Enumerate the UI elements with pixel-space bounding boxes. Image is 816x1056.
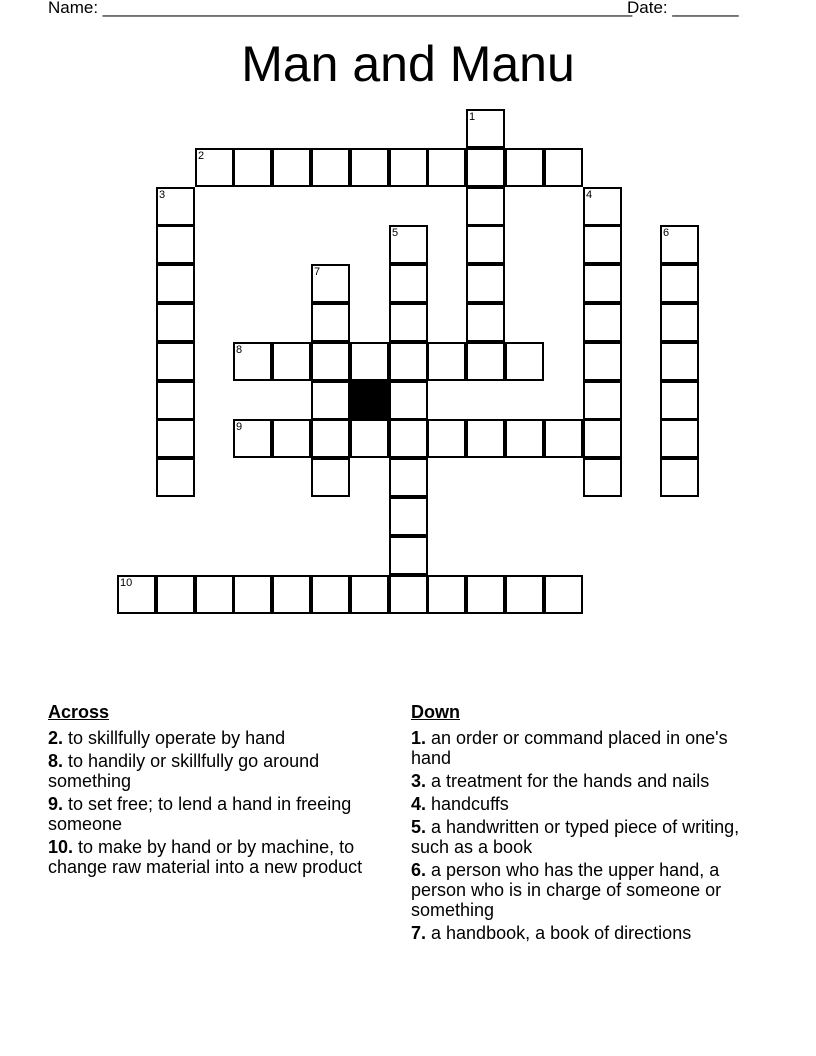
grid-cell[interactable]	[583, 458, 622, 497]
grid-cell[interactable]	[583, 381, 622, 420]
grid-cell[interactable]	[544, 575, 583, 614]
cell-number: 4	[586, 189, 593, 201]
clue-number: 3.	[411, 771, 427, 791]
grid-cell[interactable]	[466, 264, 505, 303]
cell-number: 2	[198, 150, 205, 162]
across-clue	[48, 751, 388, 791]
grid-cell[interactable]	[156, 458, 195, 497]
clue-number: 10.	[48, 837, 74, 857]
grid-cell[interactable]	[505, 342, 544, 381]
clue-number: 8.	[48, 751, 64, 771]
grid-cell[interactable]	[311, 303, 350, 342]
grid-cell[interactable]	[156, 342, 195, 381]
grid-cell[interactable]	[233, 419, 272, 458]
cell-number: 1	[469, 111, 476, 123]
grid-cell[interactable]	[544, 419, 583, 458]
grid-cell[interactable]	[660, 458, 699, 497]
down-clue	[411, 923, 756, 943]
clue-text: a handwritten or typed piece of writing, such as a book	[411, 817, 740, 857]
clue-number: 1.	[411, 728, 427, 748]
date-field-label: Date: _______	[627, 0, 739, 17]
clue-number: 9.	[48, 794, 64, 814]
grid-cell[interactable]	[583, 187, 622, 226]
grid-cell[interactable]	[660, 419, 699, 458]
cell-number: 3	[159, 189, 166, 201]
grid-cell[interactable]	[311, 342, 350, 381]
grid-cell[interactable]	[272, 148, 311, 187]
grid-cell[interactable]	[156, 381, 195, 420]
clue-text: a person who has the upper hand, a person who is in charge of someone or something	[411, 860, 722, 920]
grid-cell[interactable]	[389, 342, 428, 381]
grid-cell-black	[350, 381, 389, 420]
grid-cell[interactable]	[660, 264, 699, 303]
grid-cell[interactable]	[466, 419, 505, 458]
clue-number: 5.	[411, 817, 427, 837]
clue-number: 4.	[411, 794, 427, 814]
grid-cell[interactable]	[233, 342, 272, 381]
grid-cell[interactable]	[389, 264, 428, 303]
grid-cell[interactable]	[466, 148, 505, 187]
down-heading: Down	[411, 702, 460, 722]
grid-cell[interactable]	[389, 303, 428, 342]
grid-cell[interactable]	[195, 148, 234, 187]
grid-cell[interactable]	[389, 536, 428, 575]
clue-text: to handily or skillfully go around something	[48, 751, 320, 791]
clue-number: 7.	[411, 923, 427, 943]
cell-number: 5	[392, 227, 399, 239]
grid-cell[interactable]	[660, 303, 699, 342]
clue-number: 6.	[411, 860, 427, 880]
grid-cell[interactable]	[427, 148, 466, 187]
down-clue	[411, 728, 756, 768]
grid-cell[interactable]	[311, 381, 350, 420]
clue-text: to set free; to lend a hand in freeing someone	[48, 794, 352, 834]
grid-cell[interactable]	[272, 575, 311, 614]
grid-cell[interactable]	[660, 342, 699, 381]
across-clues	[48, 702, 388, 880]
grid-cell[interactable]	[427, 419, 466, 458]
grid-cell[interactable]	[505, 148, 544, 187]
grid-cell[interactable]	[583, 264, 622, 303]
clue-text: a treatment for the hands and nails	[426, 771, 710, 791]
grid-cell[interactable]	[156, 187, 195, 226]
grid-cell[interactable]	[660, 225, 699, 264]
grid-cell[interactable]	[466, 303, 505, 342]
grid-cell[interactable]	[389, 148, 428, 187]
clue-text: to make by hand or by machine, to change raw material into a new product	[48, 837, 363, 877]
grid-cell[interactable]	[195, 575, 234, 614]
grid-cell[interactable]	[389, 458, 428, 497]
grid-cell[interactable]	[311, 575, 350, 614]
grid-cell[interactable]	[311, 458, 350, 497]
grid-cell[interactable]	[466, 187, 505, 226]
grid-cell[interactable]	[156, 419, 195, 458]
grid-cell[interactable]	[427, 342, 466, 381]
grid-cell[interactable]	[505, 575, 544, 614]
name-field-label: Name: ________________________________________________________	[48, 0, 633, 17]
across-heading: Across	[48, 702, 110, 722]
grid-cell[interactable]	[583, 303, 622, 342]
grid-cell[interactable]	[233, 148, 272, 187]
cell-number: 8	[236, 344, 243, 356]
grid-cell[interactable]	[505, 419, 544, 458]
grid-cell[interactable]	[389, 225, 428, 264]
grid-cell[interactable]	[466, 342, 505, 381]
grid-cell[interactable]	[466, 109, 505, 148]
down-clue	[411, 860, 756, 920]
across-clue	[48, 728, 388, 748]
grid-cell[interactable]	[583, 342, 622, 381]
grid-cell[interactable]	[272, 419, 311, 458]
down-clue	[411, 771, 756, 791]
grid-cell[interactable]	[389, 381, 428, 420]
grid-cell[interactable]	[156, 303, 195, 342]
down-clue	[411, 817, 756, 857]
cell-number: 7	[314, 266, 321, 278]
clue-number: 2.	[48, 728, 64, 748]
grid-cell[interactable]	[350, 342, 389, 381]
grid-cell[interactable]	[660, 381, 699, 420]
grid-cell[interactable]	[156, 225, 195, 264]
clue-text: a handbook, a book of directions	[426, 923, 692, 943]
grid-cell[interactable]	[117, 575, 156, 614]
grid-cell[interactable]	[156, 264, 195, 303]
cell-number: 10	[120, 577, 133, 589]
across-clue	[48, 794, 388, 834]
grid-cell[interactable]	[350, 575, 389, 614]
grid-cell[interactable]	[350, 419, 389, 458]
cell-number: 6	[663, 227, 670, 239]
clue-text: handcuffs	[426, 794, 509, 814]
down-clues	[411, 702, 756, 946]
grid-cell[interactable]	[583, 419, 622, 458]
grid-cell[interactable]	[311, 264, 350, 303]
grid-cell[interactable]	[156, 575, 195, 614]
grid-cell[interactable]	[466, 575, 505, 614]
grid-cell[interactable]	[583, 225, 622, 264]
puzzle-title: Man and Manu	[241, 36, 575, 92]
grid-cell[interactable]	[389, 497, 428, 536]
clue-text: an order or command placed in one's hand	[411, 728, 728, 768]
grid-cell[interactable]	[311, 148, 350, 187]
grid-cell[interactable]	[389, 419, 428, 458]
across-clue	[48, 837, 388, 877]
down-clue	[411, 794, 756, 814]
grid-cell[interactable]	[272, 342, 311, 381]
grid-cell[interactable]	[466, 225, 505, 264]
cell-number: 9	[236, 421, 243, 433]
grid-cell[interactable]	[427, 575, 466, 614]
grid-cell[interactable]	[350, 148, 389, 187]
clue-text: to skillfully operate by hand	[63, 728, 286, 748]
grid-cell[interactable]	[233, 575, 272, 614]
grid-cell[interactable]	[389, 575, 428, 614]
grid-cell[interactable]	[544, 148, 583, 187]
grid-cell[interactable]	[311, 419, 350, 458]
